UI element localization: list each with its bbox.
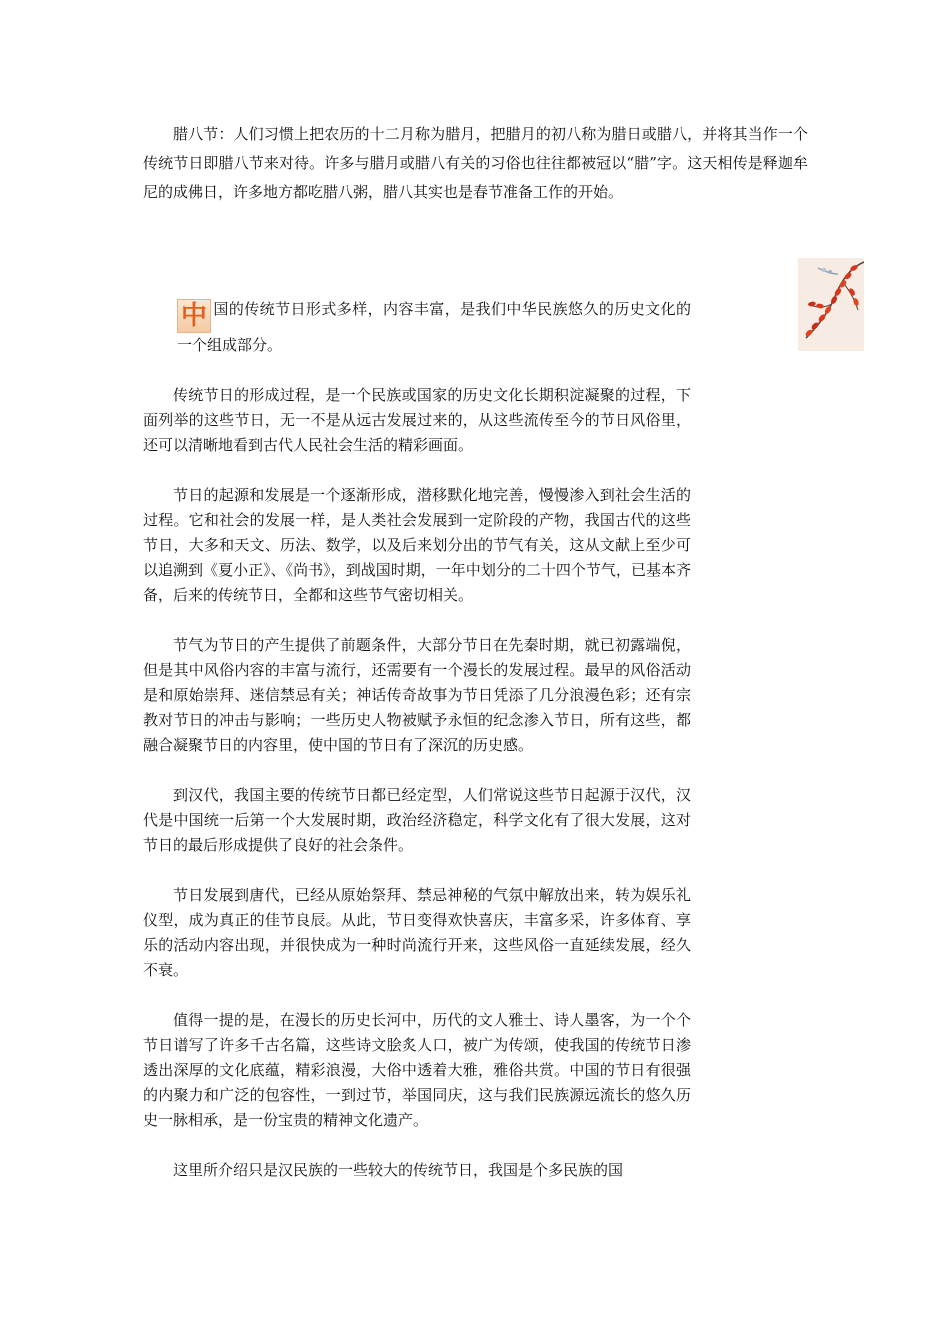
berry-branch-image — [798, 258, 864, 351]
paragraph-closing: 这里所介绍只是汉民族的一些较大的传统节日，我国是个多民族的国 — [173, 1161, 624, 1179]
red-berry-branch-icon — [798, 258, 864, 351]
opening-paragraph — [143, 297, 691, 358]
main-article — [143, 297, 691, 1208]
paragraph-literature: 值得一提的是，在漫长的历史长河中，历代的文人雅士、诗人墨客，为一个个节日谱写了许多千古名篇，这些诗文脍炙人口，被广为传颂，使我国的传统节日渗透出深厚的文化底蕴，精彩浪漫，大俗中透着大雅，雅俗共赏。中国的节日有很强的内聚力和广泛的包容性，一到过节，举国同庆，这与我们民族源远流长的悠久历史一脉相承，是一份宝贵的精神文化遗产。 — [143, 1011, 691, 1129]
paragraph-origin: 节日的起源和发展是一个逐渐形成，潜移默化地完善，慢慢渗入到社会生活的过程。它和社会的发展一样，是人类社会发展到一定阶段的产物，我国古代的这些节日，大多和天文、历法、数学，以及后来划分出的节气有关，这从文献上至少可以追溯到《夏小正》、《尚书》，到战国时期，一年中划分的二十四个节气，已基本齐备，后来的传统节日，全都和这些节气密切相关。 — [143, 486, 691, 604]
paragraph-tang-dynasty: 节日发展到唐代，已经从原始祭拜、禁忌神秘的气氛中解放出来，转为娱乐礼仪型，成为真正的佳节良辰。从此，节日变得欢快喜庆，丰富多采，许多体育、享乐的活动内容出现，并很快成为一种时尚流行开来，这些风俗一直延续发展，经久不衰。 — [143, 886, 691, 979]
paragraph-solar-terms: 节气为节日的产生提供了前题条件，大部分节日在先秦时期，就已初露端倪， 但是其中风俗内容的丰富与流行，还需要有一个漫长的发展过程。最早的风俗活动是和原始崇拜、迷信禁忌有关；神话传奇故事为节日凭添了几分浪漫色彩；还有宗教对节日的冲击与影响；一些历史人物被赋予永恒的纪念渗入节日，所有这些，都融合凝聚节日的内容里，使中国的节日有了深沉的历史感。 — [143, 636, 691, 754]
paragraph-formation: 传统节日的形成过程，是一个民族或国家的历史文化长期积淀凝聚的过程，下面列举的这些节日，无一不是从远古发展过来的，从这些流传至今的节日风俗里，还可以清晰地看到古代人民社会生活的精彩画面。 — [143, 386, 691, 454]
drop-cap: 中 — [177, 299, 211, 333]
paragraph-han-dynasty: 到汉代，我国主要的传统节日都已经定型，人们常说这些节日起源于汉代，汉代是中国统一后第一个大发展时期，政治经济稳定，科学文化有了很大发展，这对节日的最后形成提供了良好的社会条件。 — [143, 786, 691, 854]
opening-paragraph-text: 国的传统节日形式多样，内容丰富，是我们中华民族悠久的历史文化的一个组成部分。 — [177, 300, 691, 354]
laba-festival-paragraph: 腊八节：人们习惯上把农历的十二月称为腊月，把腊月的初八称为腊日或腊八，并将其当作一个传统节日即腊八节来对待。许多与腊月或腊八有关的习俗也往往都被冠以“腊”字。这天相传是释迦牟尼的成佛日，许多地方都吃腊八粥，腊八其实也是春节准备工作的开始。 — [143, 125, 808, 201]
